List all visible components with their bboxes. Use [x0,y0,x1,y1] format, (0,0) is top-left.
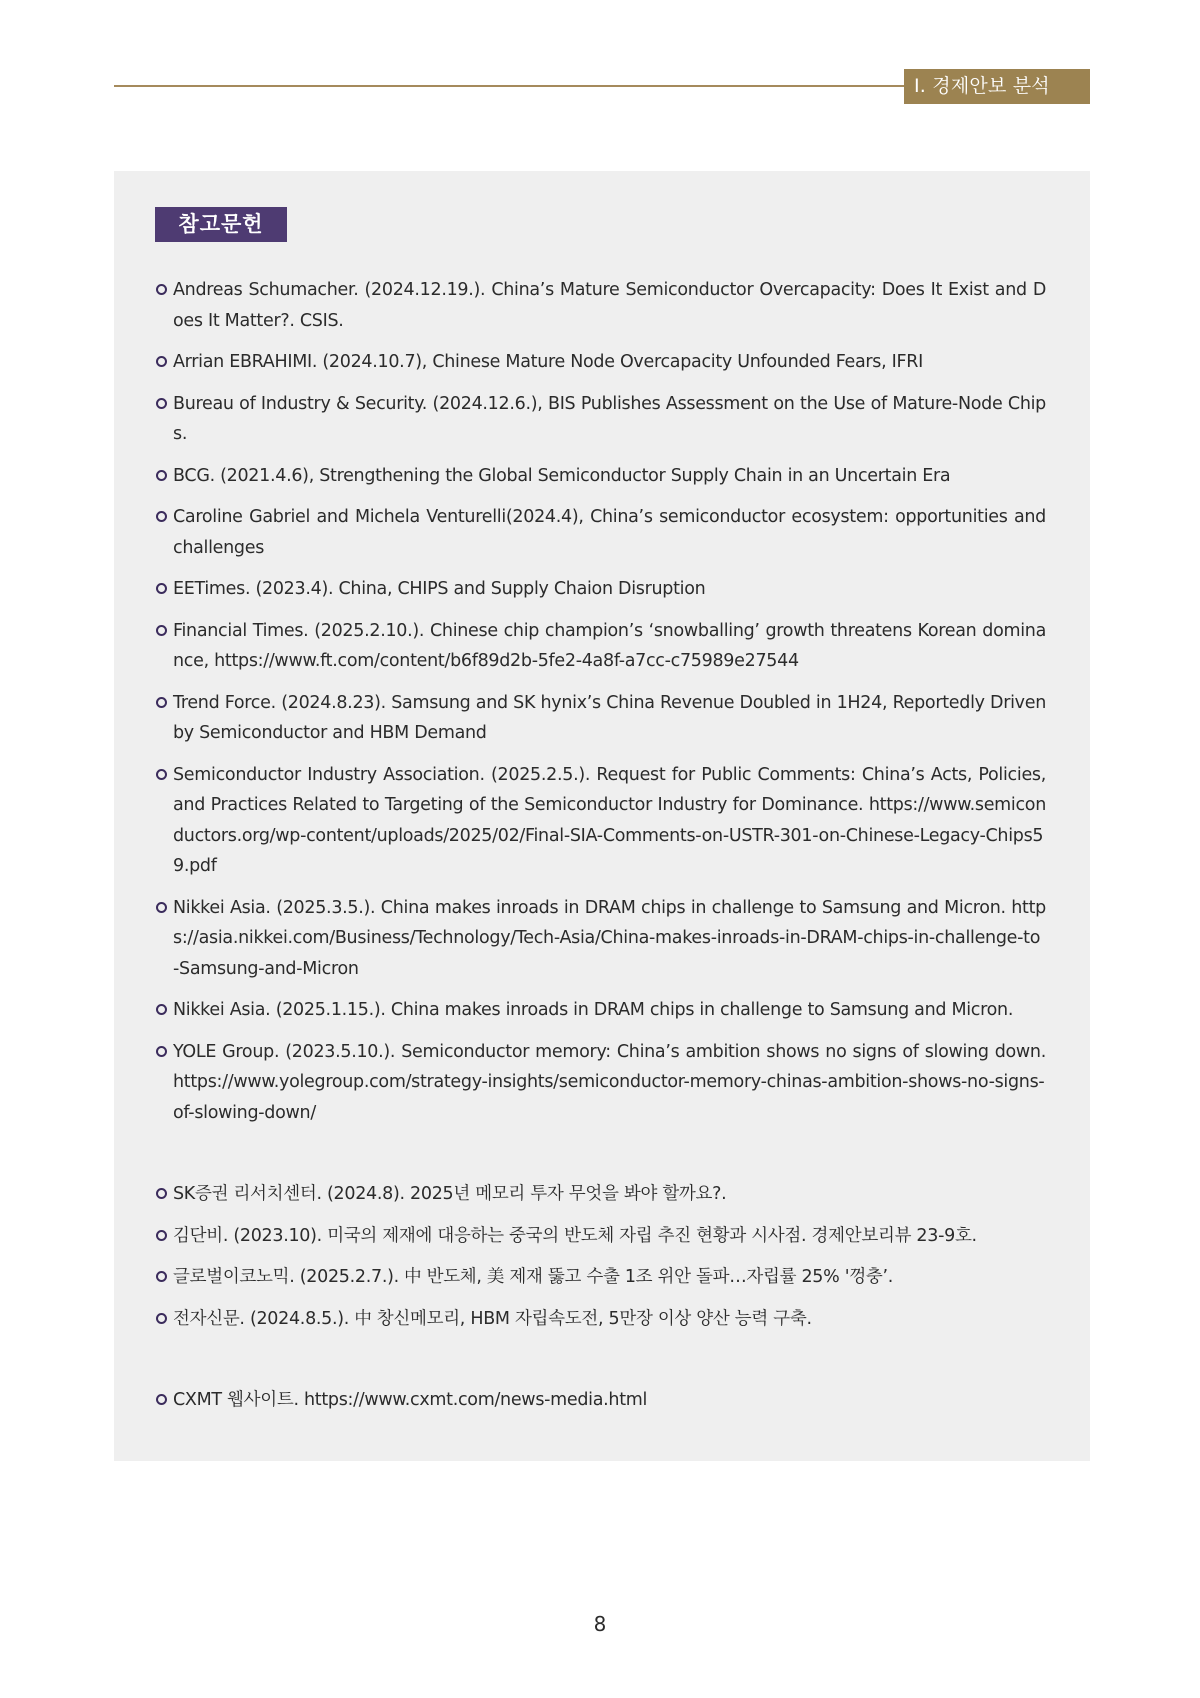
circle-bullet-icon [156,1271,167,1282]
circle-bullet-icon [156,398,167,409]
section-label: Ⅰ. 경제안보 분석 [904,69,1090,104]
circle-bullet-icon [156,1004,167,1015]
reference-text: Arrian EBRAHIMI. (2024.10.7), Chinese Mature Node Overcapacity Unfounded Fears, IFRI [173,352,923,372]
reference-item [156,502,1046,563]
reference-item [156,347,1046,378]
circle-bullet-icon [156,1230,167,1241]
reference-item [156,893,1046,985]
circle-bullet-icon [156,1313,167,1324]
reference-item [156,1304,1046,1335]
circle-bullet-icon [156,470,167,481]
circle-bullet-icon [156,284,167,295]
reference-item [156,389,1046,450]
reference-item [156,461,1046,492]
group-spacer [156,1345,1046,1385]
circle-bullet-icon [156,1188,167,1199]
reference-text: Nikkei Asia. (2025.3.5.). China makes inroads in DRAM chips in challenge to Samsung and Micron. https://asia.nikkei.com/Business/Technology/Tech-Asia/China-makes-inroads-in-DRAM-chips-in-challenge-to-Samsung-and-Micron [173,897,1046,979]
reference-text: Caroline Gabriel and Michela Venturelli(2024.4), China’s semiconductor ecosystem: opportunities and challenges [173,507,1046,558]
reference-text: Semiconductor Industry Association. (2025.2.5.). Request for Public Comments: China’s Acts, Policies, and Practices Related to Targeting of the Semiconductor Industry for Dominance. https://www.semiconductors.org/wp-content/uploads/2025/02/Final-SIA-Comments-on-USTR-301-on-Chinese-Legacy-Chips59.pdf [173,764,1046,876]
reference-item [156,1037,1046,1129]
reference-text: 글로벌이코노믹. (2025.2.7.). 中 반도체, 美 제재 뚫고 수출 1조 위안 돌파…자립률 25% '껑충’. [173,1267,893,1287]
reference-item [156,574,1046,605]
reference-text: Andreas Schumacher. (2024.12.19.). China’s Mature Semiconductor Overcapacity: Does It Exist and Does It Matter?. CSIS. [173,280,1046,331]
page-number: 8 [593,1612,607,1636]
reference-text: BCG. (2021.4.6), Strengthening the Global Semiconductor Supply Chain in an Uncertain Era [173,465,951,486]
reference-text: SK증권 리서치센터. (2024.8). 2025년 메모리 투자 무엇을 봐야 할까요?. [173,1184,727,1204]
reference-item [156,688,1046,749]
circle-bullet-icon [156,1046,167,1057]
circle-bullet-icon [156,902,167,913]
reference-item [156,1221,1046,1252]
circle-bullet-icon [156,697,167,708]
group-spacer [156,1139,1046,1179]
reference-text: Financial Times. (2025.2.10.). Chinese chip champion’s ‘snowballing’ growth threatens Korean dominance, https://www.ft.com/content/b6f89d2b-5fe2-4a8f-a7cc-c75989e27544 [173,620,1046,671]
reference-text: 김단비. (2023.10). 미국의 제재에 대응하는 중국의 반도체 자립 추진 현황과 시사점. 경제안보리뷰 23-9호. [173,1225,977,1246]
reference-text: Nikkei Asia. (2025.1.15.). China makes inroads in DRAM chips in challenge to Samsung and Micron. [173,1000,1014,1020]
reference-text: YOLE Group. (2023.5.10.). Semiconductor memory: China’s ambition shows no signs of slowing down. https://www.yolegroup.com/strategy-insights/semiconductor-memory-chinas-ambition-shows-no-signs-of-slowing-down/ [173,1041,1046,1123]
reference-item [156,1179,1046,1210]
reference-item [156,1262,1046,1293]
reference-item [156,275,1046,336]
circle-bullet-icon [156,583,167,594]
reference-text: 전자신문. (2024.8.5.). 中 창신메모리, HBM 자립속도전, 5만장 이상 양산 능력 구축. [173,1308,812,1329]
reference-text: Bureau of Industry & Security. (2024.12.6.), BIS Publishes Assessment on the Use of Mature-Node Chips. [173,393,1046,444]
reference-item [156,1385,1046,1416]
header-rule [114,85,904,87]
circle-bullet-icon [156,769,167,780]
reference-text: CXMT 웹사이트. https://www.cxmt.com/news-media.html [173,1390,648,1410]
reference-item [156,995,1046,1026]
circle-bullet-icon [156,511,167,522]
references-title: 참고문헌 [155,207,287,242]
circle-bullet-icon [156,1394,167,1405]
reference-text: Trend Force. (2024.8.23). Samsung and SK hynix’s China Revenue Doubled in 1H24, Reportedly Driven by Semiconductor and HBM Demand [173,692,1046,743]
circle-bullet-icon [156,356,167,367]
reference-item [156,760,1046,882]
reference-text: EETimes. (2023.4). China, CHIPS and Supply Chaion Disruption [173,579,706,599]
reference-item [156,616,1046,677]
references-panel [114,171,1090,1461]
reference-list [156,275,1046,1427]
circle-bullet-icon [156,625,167,636]
